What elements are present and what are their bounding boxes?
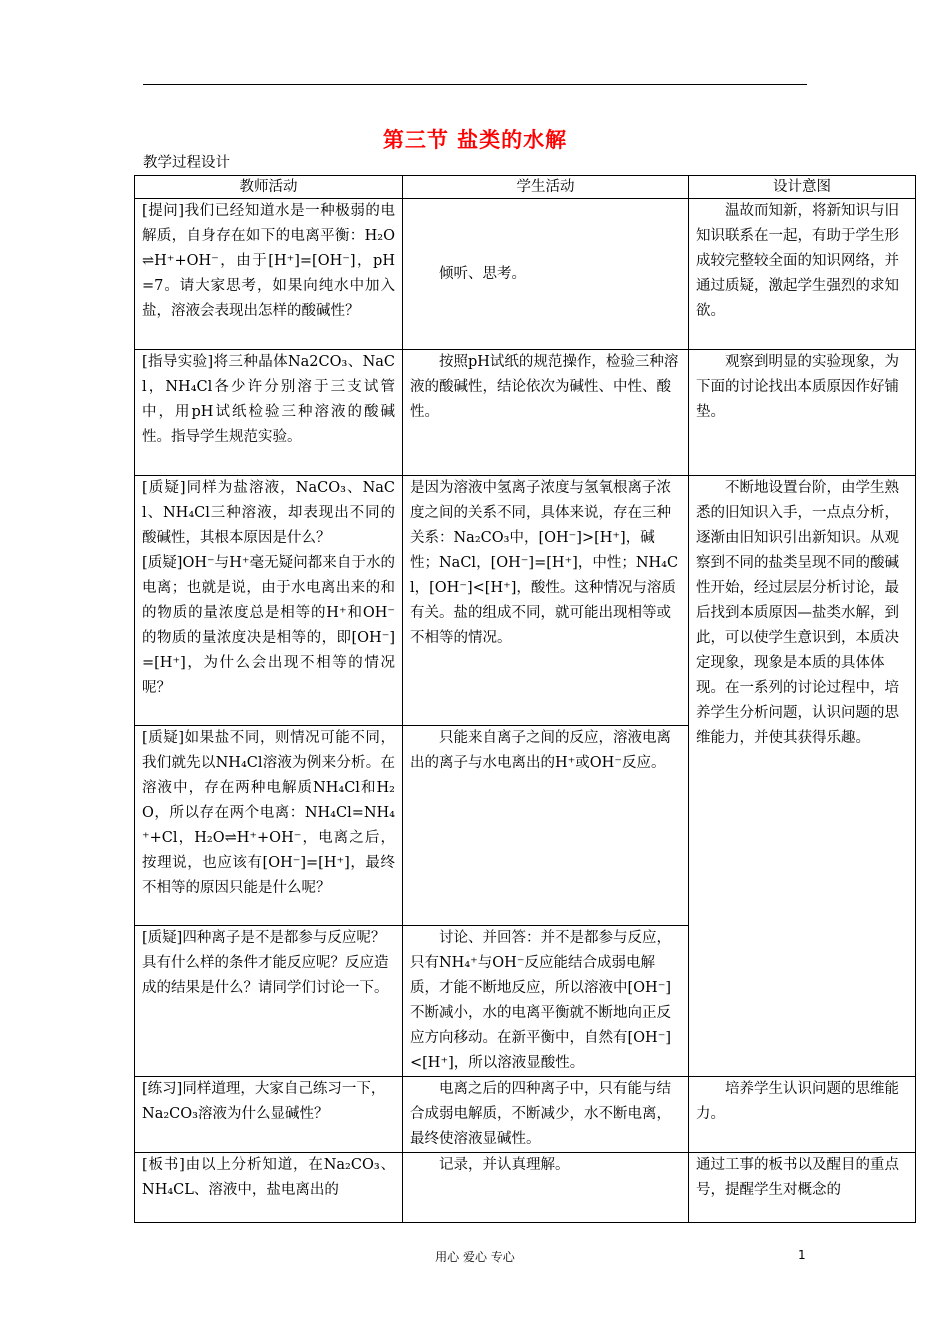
teacher-cell: [质疑]同样为盐溶液，NaCO₃、NaCl、NH₄Cl三种溶液，却表现出不同的酸碱性，其根本原因是什么？ [质疑]OH⁻与H⁺毫无疑问都来自于水的电离；也就是说，由于水电离出来的和的物质的量浓度总是相等的H⁺和OH⁻的物质的量浓度决是相等的，即[OH⁻]=[H⁺]，为什么会出现不相等的情况呢？: [135, 476, 403, 726]
student-cell: 倾听、思考。: [403, 199, 689, 350]
teacher-cell: [提问]我们已经知道水是一种极弱的电解质，自身存在如下的电离平衡：H₂O⇌H⁺+OH⁻，由于[H⁺]=[OH⁻]，pH=7。请大家思考，如果向纯水中加入盐，溶液会表现出怎样的酸碱性？: [135, 199, 403, 350]
header-student: 学生活动: [403, 176, 689, 199]
teacher-cell: [质疑]如果盐不同，则情况可能不同，我们就先以NH₄Cl溶液为例来分析。在溶液中，存在两种电解质NH₄Cl和H₂O，所以存在两个电离：NH₄Cl=NH₄⁺+Cl，H₂O⇌H⁺+OH⁻，电离之后，按理说，也应该有[OH⁻]=[H⁺]，最终不相等的原因只能是什么呢？: [135, 726, 403, 926]
page-number: 1: [798, 1248, 806, 1262]
intent-cell: 不断地设置台阶，由学生熟悉的旧知识入手，一点点分析，逐渐由旧知识引出新知识。从观察到不同的盐类呈现不同的酸碱性开始，经过层层分析讨论，最后找到本质原因—盐类水解，到此，可以使学生意识到，本质决定现象，现象是本质的具体体现。在一系列的讨论过程中，培养学生分析问题，认识问题的思维能力，并使其获得乐趣。: [689, 476, 916, 1077]
lesson-table: [134, 175, 916, 1223]
table-row: [135, 476, 916, 726]
teacher-cell: [质疑]四种离子是不是都参与反应呢？具有什么样的条件才能反应呢？反应造成的结果是什么？请同学们讨论一下。: [135, 926, 403, 1077]
student-cell: 电离之后的四种离子中，只有能与结合成弱电解质，不断减少，水不断电离，最终使溶液显碱性。: [403, 1077, 689, 1153]
teacher-cell: [练习]同样道理，大家自己练习一下，Na₂CO₃溶液为什么显碱性？: [135, 1077, 403, 1153]
student-cell: 记录，并认真理解。: [403, 1153, 689, 1223]
student-cell: 只能来自离子之间的反应，溶液电离出的离子与水电离出的H⁺或OH⁻反应。: [403, 726, 689, 926]
page-title: 第三节 盐类的水解: [382, 128, 568, 152]
teacher-cell: [板书]由以上分析知道，在Na₂CO₃、NH₄CL、溶液中，盐电离出的: [135, 1153, 403, 1223]
table-row: [135, 1153, 916, 1223]
header-intent: 设计意图: [689, 176, 916, 199]
intent-cell: 温故而知新，将新知识与旧知识联系在一起，有助于学生形成较完整较全面的知识网络，并通过质疑，激起学生强烈的求知欲。: [689, 199, 916, 350]
student-cell: 讨论、并回答：并不是都参与反应，只有NH₄⁺与OH⁻反应能结合成弱电解质，才能不断地反应，所以溶液中[OH⁻]不断减小，水的电离平衡就不断地向正反应方向移动。在新平衡中，自然有[OH⁻]<[H⁺]，所以溶液显酸性。: [403, 926, 689, 1077]
header-rule: [143, 84, 807, 85]
header-teacher: 教师活动: [135, 176, 403, 199]
intent-cell: 培养学生认识问题的思维能力。: [689, 1077, 916, 1153]
student-cell: 按照pH试纸的规范操作，检验三种溶液的酸碱性，结论依次为碱性、中性、酸性。: [403, 350, 689, 476]
table-row: [135, 199, 916, 350]
page-footer: 用心 爱心 专心: [435, 1250, 515, 1264]
student-cell: 是因为溶液中氢离子浓度与氢氧根离子浓度之间的关系不同，具体来说，存在三种关系：Na₂CO₃中，[OH⁻]>[H⁺]，碱性；NaCl，[OH⁻]=[H⁺]，中性；NH₄Cl，[OH⁻]<[H⁺]，酸性。这种情况与溶质有关。盐的组成不同，就可能出现相等或不相等的情况。: [403, 476, 689, 726]
table-row: [135, 1077, 916, 1153]
page-subtitle: 教学过程设计: [143, 155, 230, 171]
table-header-row: [135, 176, 916, 199]
teacher-cell: [指导实验]将三种晶体Na2CO₃、NaCl，NH₄Cl各少许分别溶于三支试管中，用pH试纸检验三种溶液的酸碱性。指导学生规范实验。: [135, 350, 403, 476]
intent-cell: 观察到明显的实验现象，为下面的讨论找出本质原因作好铺垫。: [689, 350, 916, 476]
intent-cell: 通过工事的板书以及醒目的重点号，提醒学生对概念的: [689, 1153, 916, 1223]
table-row: [135, 350, 916, 476]
